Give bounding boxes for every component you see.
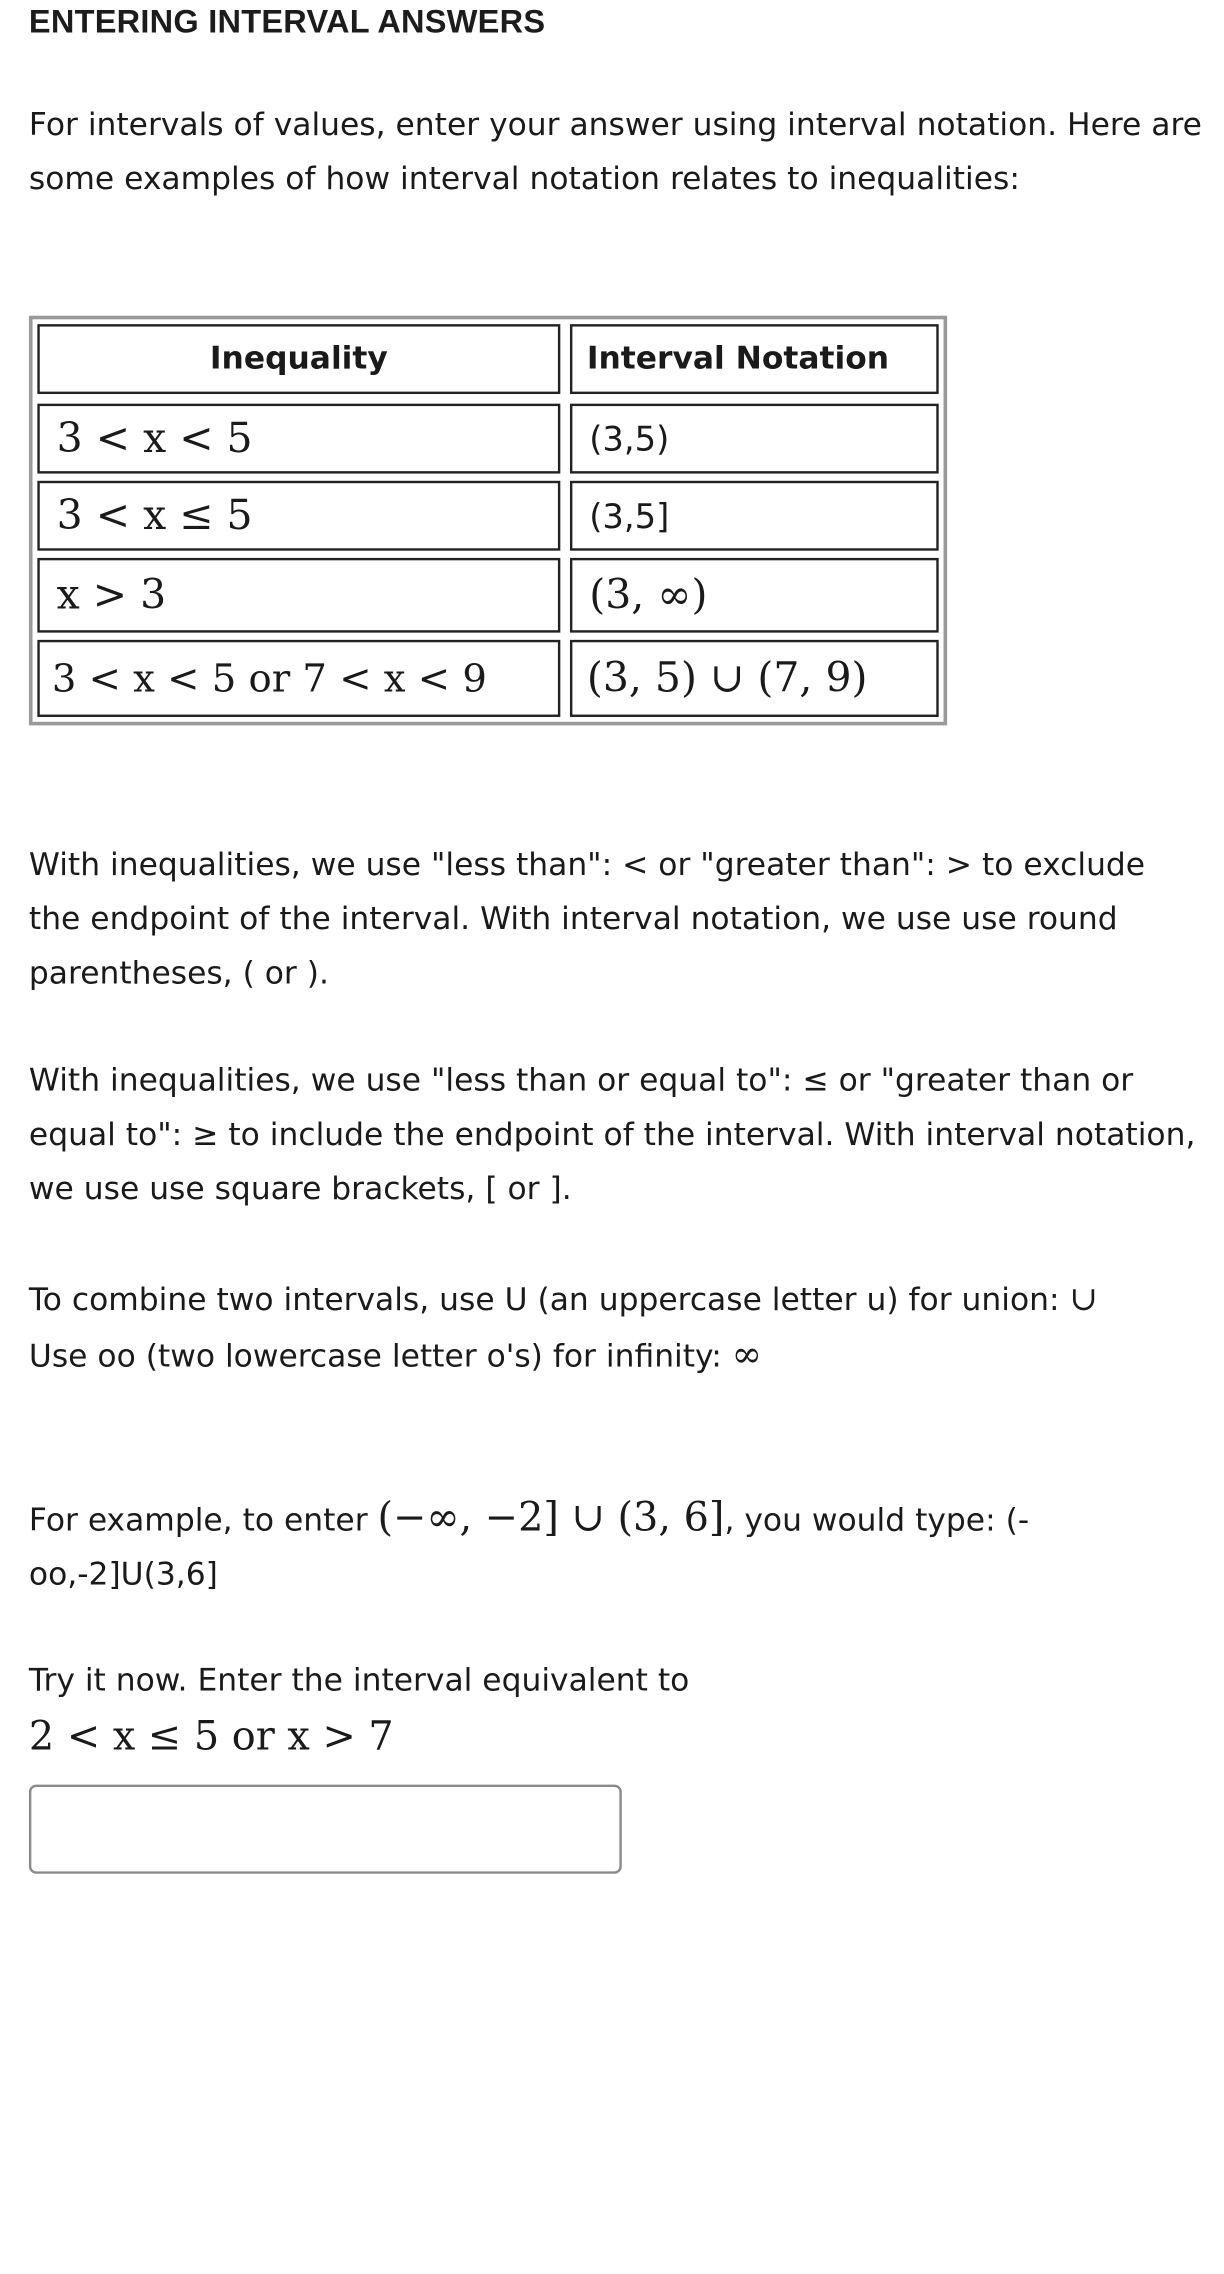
row1-inequality: 3 < x < 5 (37, 404, 560, 474)
example-paragraph (29, 1489, 1204, 1602)
infinity-symbol: ∞ (731, 1333, 762, 1377)
example-prefix: For example, to enter (28, 1502, 378, 1539)
try-text: Try it now. Enter the interval equivalent to (28, 1662, 690, 1700)
try-math: 2 < x ≤ 5 or x > 7 (28, 1712, 394, 1760)
row3-inequality: x > 3 (37, 558, 560, 633)
row2-interval: (3,5] (570, 481, 939, 551)
example-math: (−∞, −2] ∪ (3, 6] (377, 1492, 725, 1540)
example-suffix: , you would type: (-oo,-2]U(3,6] (28, 1502, 1030, 1594)
answer-input[interactable] (29, 1785, 622, 1874)
union-symbol: ∪ (1069, 1278, 1098, 1319)
content (28, 0, 1204, 1760)
include-paragraph: With inequalities, we use "less than or equal to": ≤ or "greater than or equal to": ≥ to include the endpoint of the interval. With interval notation, we use use square brackets, [ or ]. (28, 1062, 1196, 1208)
try-paragraph (29, 1654, 689, 1767)
intro-paragraph: For intervals of values, enter your answer using interval notation. Here are some examples of how interval notation relates to inequalities: (28, 107, 1202, 198)
row4-inequality: 3 < x < 5 or 7 < x < 9 (37, 640, 560, 717)
infinity-text: Use oo (two lowercase letter o's) for infinity: (28, 1338, 732, 1375)
row3-interval: (3, ∞) (570, 558, 939, 633)
union-infinity-paragraph (29, 1271, 1098, 1384)
exclude-paragraph: With inequalities, we use "less than": < or "greater than": > to exclude the endpoint of the interval. With interval notation, we use use round parentheses, ( or ). (28, 847, 1146, 992)
interval-table (29, 316, 947, 726)
header-inequality: Inequality (37, 324, 560, 394)
header-interval-notation: Interval Notation (570, 324, 939, 394)
union-text: To combine two intervals, use U (an uppercase letter u) for union: (28, 1282, 1070, 1319)
page-title: ENTERING INTERVAL ANSWERS (28, 3, 546, 40)
row4-interval: (3, 5) ∪ (7, 9) (570, 640, 939, 717)
row2-inequality: 3 < x ≤ 5 (37, 481, 560, 551)
row1-interval: (3,5) (570, 404, 939, 474)
